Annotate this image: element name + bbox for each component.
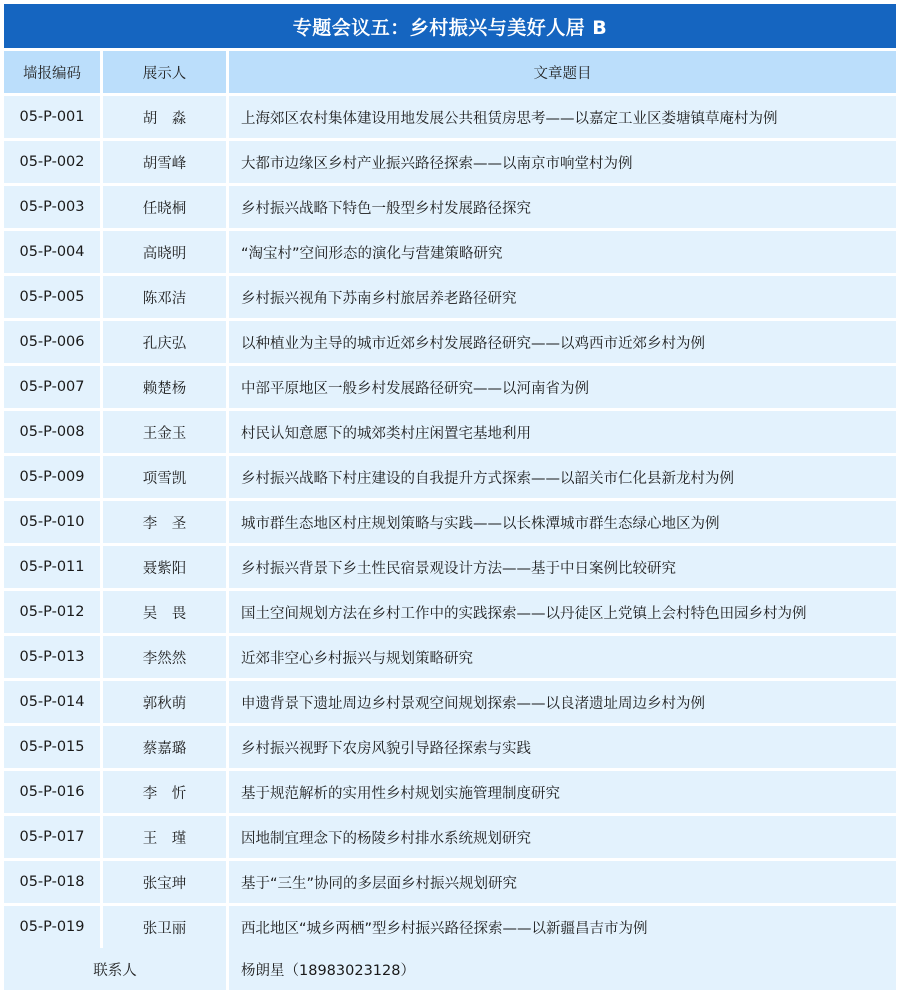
row-code: 05-P-003	[4, 186, 100, 228]
row-code: 05-P-010	[4, 501, 100, 543]
row-presenter: 李然然	[103, 636, 226, 678]
poster-table	[4, 4, 896, 996]
row-presenter: 蔡嘉璐	[103, 726, 226, 768]
row-code: 05-P-017	[4, 816, 100, 858]
table-row	[4, 816, 896, 858]
table-row	[4, 681, 896, 723]
table-row	[4, 96, 896, 138]
row-article: 以种植业为主导的城市近郊乡村发展路径研究——以鸡西市近郊乡村为例	[229, 321, 896, 363]
row-presenter: 张宝珅	[103, 861, 226, 903]
table-row	[4, 546, 896, 588]
row-code: 05-P-014	[4, 681, 100, 723]
table-title: 专题会议五：乡村振兴与美好人居 B	[4, 4, 896, 48]
header-presenter: 展示人	[103, 51, 226, 93]
header-code: 墙报编码	[4, 51, 100, 93]
row-article: 乡村振兴背景下乡土性民宿景观设计方法——基于中日案例比较研究	[229, 546, 896, 588]
row-code: 05-P-019	[4, 906, 100, 948]
table-row	[4, 771, 896, 813]
row-article: 中部平原地区一般乡村发展路径研究——以河南省为例	[229, 366, 896, 408]
header-row	[4, 51, 896, 93]
table-row	[4, 186, 896, 228]
row-code: 05-P-004	[4, 231, 100, 273]
row-presenter: 李 忻	[103, 771, 226, 813]
row-presenter: 赖楚杨	[103, 366, 226, 408]
row-code: 05-P-002	[4, 141, 100, 183]
row-article: 国土空间规划方法在乡村工作中的实践探索——以丹徒区上党镇上会村特色田园乡村为例	[229, 591, 896, 633]
row-code: 05-P-001	[4, 96, 100, 138]
header-article: 文章题目	[229, 51, 896, 93]
row-code: 05-P-011	[4, 546, 100, 588]
row-code: 05-P-013	[4, 636, 100, 678]
row-code: 05-P-006	[4, 321, 100, 363]
row-article: 村民认知意愿下的城郊类村庄闲置宅基地利用	[229, 411, 896, 453]
table-row	[4, 321, 896, 363]
table-row	[4, 906, 896, 948]
row-presenter: 张卫丽	[103, 906, 226, 948]
row-presenter: 郭秋萌	[103, 681, 226, 723]
table-row	[4, 501, 896, 543]
row-presenter: 胡雪峰	[103, 141, 226, 183]
row-article: 乡村振兴视野下农房风貌引导路径探索与实践	[229, 726, 896, 768]
row-presenter: 高晓明	[103, 231, 226, 273]
row-presenter: 王 瑾	[103, 816, 226, 858]
contact-label: 联系人	[4, 948, 226, 990]
row-code: 05-P-018	[4, 861, 100, 903]
row-article: 西北地区“城乡两栖”型乡村振兴路径探索——以新疆昌吉市为例	[229, 906, 896, 948]
row-presenter: 任晓桐	[103, 186, 226, 228]
table-row	[4, 591, 896, 633]
row-code: 05-P-016	[4, 771, 100, 813]
row-article: 基于规范解析的实用性乡村规划实施管理制度研究	[229, 771, 896, 813]
row-presenter: 孔庆弘	[103, 321, 226, 363]
row-code: 05-P-007	[4, 366, 100, 408]
row-presenter: 李 圣	[103, 501, 226, 543]
contact-value: 杨朗星（18983023128）	[229, 948, 896, 990]
table-row	[4, 411, 896, 453]
row-article: 大都市边缘区乡村产业振兴路径探索——以南京市响堂村为例	[229, 141, 896, 183]
row-presenter: 王金玉	[103, 411, 226, 453]
row-article: 基于“三生”协同的多层面乡村振兴规划研究	[229, 861, 896, 903]
table-body	[4, 96, 896, 948]
row-article: 申遗背景下遗址周边乡村景观空间规划探索——以良渚遗址周边乡村为例	[229, 681, 896, 723]
row-code: 05-P-009	[4, 456, 100, 498]
table-row	[4, 366, 896, 408]
row-article: 乡村振兴视角下苏南乡村旅居养老路径研究	[229, 276, 896, 318]
table-row	[4, 861, 896, 903]
row-article: 城市群生态地区村庄规划策略与实践——以长株潭城市群生态绿心地区为例	[229, 501, 896, 543]
row-presenter: 项雪凯	[103, 456, 226, 498]
row-article: 乡村振兴战略下村庄建设的自我提升方式探索——以韶关市仁化县新龙村为例	[229, 456, 896, 498]
table-row	[4, 636, 896, 678]
row-code: 05-P-008	[4, 411, 100, 453]
row-code: 05-P-005	[4, 276, 100, 318]
row-presenter: 吴 畏	[103, 591, 226, 633]
table-row	[4, 456, 896, 498]
row-code: 05-P-015	[4, 726, 100, 768]
row-article: 上海郊区农村集体建设用地发展公共租赁房思考——以嘉定工业区娄塘镇草庵村为例	[229, 96, 896, 138]
table-row	[4, 231, 896, 273]
row-presenter: 胡 淼	[103, 96, 226, 138]
row-article: “淘宝村”空间形态的演化与营建策略研究	[229, 231, 896, 273]
table-row	[4, 276, 896, 318]
table-row	[4, 726, 896, 768]
row-presenter: 陈邓洁	[103, 276, 226, 318]
row-article: 近郊非空心乡村振兴与规划策略研究	[229, 636, 896, 678]
row-presenter: 聂紫阳	[103, 546, 226, 588]
row-article: 乡村振兴战略下特色一般型乡村发展路径探究	[229, 186, 896, 228]
row-article: 因地制宜理念下的杨陵乡村排水系统规划研究	[229, 816, 896, 858]
table-row	[4, 141, 896, 183]
contact-row	[4, 948, 896, 990]
row-code: 05-P-012	[4, 591, 100, 633]
